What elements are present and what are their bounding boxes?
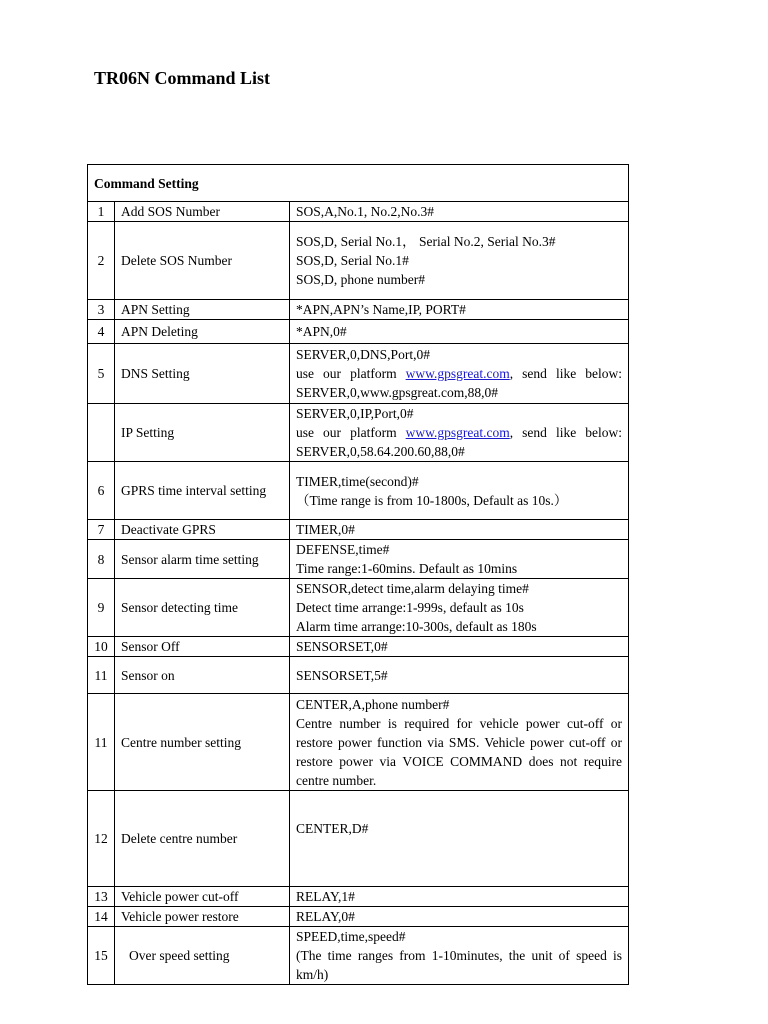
row-number: 2 [88,222,115,300]
row-number: 4 [88,320,115,344]
table-row [88,520,629,540]
document-title: TR06N Command List [94,68,271,88]
row-number: 6 [88,462,115,520]
platform-link[interactable]: www.gpsgreat.com [405,425,510,440]
command-syntax [290,344,629,404]
command-line: CENTER,A,phone number# [296,696,450,712]
command-name: GPRS time interval setting [115,462,290,520]
command-description [296,364,622,402]
command-syntax [290,540,629,579]
table-row [88,462,629,520]
text-segment: use our platform [296,425,406,440]
table-row [88,320,629,344]
table-row [88,579,629,637]
command-description: (The time ranges from 1-10minutes, the unit of speed is km/h) [296,948,623,982]
command-name: DNS Setting [115,344,290,404]
command-name: APN Setting [115,300,290,320]
command-name: APN Deleting [115,320,290,344]
table-row [88,222,629,300]
command-syntax [290,579,629,637]
command-syntax: CENTER,D# [290,791,629,887]
table-row [88,694,629,791]
command-line: DEFENSE,time# [296,542,390,557]
row-number [88,404,115,462]
command-syntax: RELAY,1# [290,887,629,907]
table-row [88,887,629,907]
row-number: 15 [88,927,115,985]
table-row [88,907,629,927]
row-number: 1 [88,202,115,222]
command-syntax: TIMER,0# [290,520,629,540]
command-name: Deactivate GPRS [115,520,290,540]
command-name: Delete SOS Number [115,222,290,300]
command-syntax [290,462,629,520]
command-name: Vehicle power restore [115,907,290,927]
row-number: 14 [88,907,115,927]
command-syntax [290,694,629,791]
command-syntax: SOS,A,No.1, No.2,No.3# [290,202,629,222]
command-line: SERVER,0,DNS,Port,0# [296,347,430,362]
command-line: （Time range is from 10-1800s, Default as 10s.） [296,492,568,508]
command-line: SOS,D, Serial No.1， Serial No.2, Serial No.3# [296,234,556,249]
table-row [88,404,629,462]
command-line: SENSOR,detect time,alarm delaying time# [296,581,529,596]
text-segment: , send like below: SERVER,0,58.64.200.60,88,0# [296,425,623,459]
command-table [87,164,629,985]
text-segment: use our platform [296,366,406,381]
table-row [88,344,629,404]
command-name: Delete centre number [115,791,290,887]
table-row [88,927,629,985]
command-name: Add SOS Number [115,202,290,222]
section-header-row [88,165,629,202]
command-name: Sensor alarm time setting [115,540,290,579]
row-number: 13 [88,887,115,907]
command-name: Vehicle power cut-off [115,887,290,907]
command-name: Sensor detecting time [115,579,290,637]
row-number: 3 [88,300,115,320]
command-syntax: SENSORSET,0# [290,637,629,657]
command-description [296,423,622,461]
command-name: Sensor on [115,657,290,694]
command-name: IP Setting [115,404,290,462]
row-number: 11 [88,657,115,694]
row-number: 7 [88,520,115,540]
text-segment: , send like below: SERVER,0,www.gpsgreat.com,88,0# [296,366,623,400]
command-name: Sensor Off [115,637,290,657]
command-description: Centre number is required for vehicle power cut-off or restore power function via SMS. Vehicle power cut-off or restore power via VOICE COMMAND does not require centre number. [296,715,623,788]
command-line: SOS,D, phone number# [296,272,425,287]
row-number: 9 [88,579,115,637]
section-title: Command Setting [88,165,629,202]
command-line: SOS,D, Serial No.1# [296,253,409,268]
command-line: SPEED,time,speed# [296,929,406,944]
table-row [88,637,629,657]
table-row [88,300,629,320]
command-syntax [290,222,629,300]
command-syntax: *APN,APN’s Name,IP, PORT# [290,300,629,320]
command-syntax: SENSORSET,5# [290,657,629,694]
row-number: 11 [88,694,115,791]
command-line: TIMER,time(second)# [296,473,419,489]
command-line: Alarm time arrange:10-300s, default as 180s [296,619,537,634]
command-syntax [290,927,629,985]
table-row [88,202,629,222]
command-name: Over speed setting [115,927,290,985]
command-syntax: RELAY,0# [290,907,629,927]
command-syntax: *APN,0# [290,320,629,344]
command-line: SERVER,0,IP,Port,0# [296,406,414,421]
table-row [88,657,629,694]
command-name: Centre number setting [115,694,290,791]
command-syntax [290,404,629,462]
command-line: Detect time arrange:1-999s, default as 10s [296,600,524,615]
table-row [88,791,629,887]
row-number: 12 [88,791,115,887]
row-number: 5 [88,344,115,404]
table-row [88,540,629,579]
row-number: 10 [88,637,115,657]
command-line: Time range:1-60mins. Default as 10mins [296,561,518,576]
row-number: 8 [88,540,115,579]
platform-link[interactable]: www.gpsgreat.com [405,366,510,381]
